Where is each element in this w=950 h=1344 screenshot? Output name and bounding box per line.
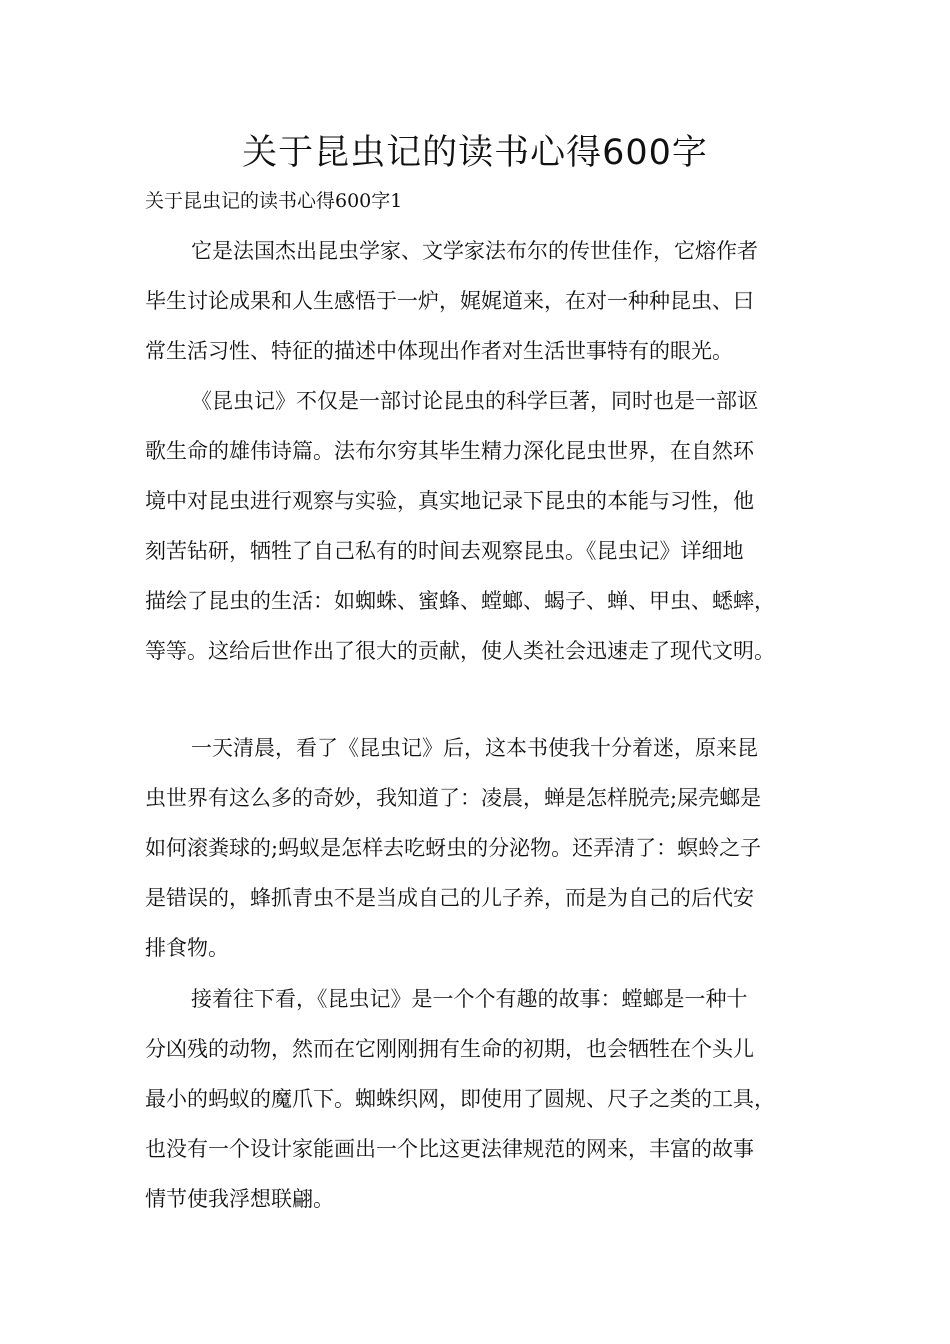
paragraph-4 xyxy=(145,974,810,1224)
paragraph-line: 情节使我浮想联翩。 xyxy=(145,1187,334,1211)
paragraph-line: 最小的蚂蚁的魔爪下。蜘蛛织网，即使用了圆规、尺子之类的工具， xyxy=(145,1087,775,1111)
paragraph-line: 境中对昆虫进行观察与实验，真实地记录下昆虫的本能与习性，他 xyxy=(145,489,754,513)
paragraph-line: 毕生讨论成果和人生感悟于一炉，娓娓道来，在对一种种昆虫、曰 xyxy=(145,289,754,313)
document-title: 关于昆虫记的读书心得600字 xyxy=(242,133,708,173)
paragraph-line: 分凶残的动物，然而在它刚刚拥有生命的初期，也会牺牲在个头儿 xyxy=(145,1037,754,1061)
paragraph-line: 等等。这给后世作出了很大的贡献，使人类社会迅速走了现代文明。 xyxy=(145,639,775,663)
paragraph-line: 歌生命的雄伟诗篇。法布尔穷其毕生精力深化昆虫世界，在自然环 xyxy=(145,439,754,463)
paragraph-line: 排食物。 xyxy=(145,936,229,960)
paragraph-line: 虫世界有这么多的奇妙，我知道了：凌晨，蝉是怎样脱壳;屎壳螂是 xyxy=(145,786,762,810)
paragraph-line: 常生活习性、特征的描述中体现出作者对生活世事特有的眼光。 xyxy=(145,339,733,363)
paragraph-line: 接着往下看，《昆虫记》是一个个有趣的故事：螳螂是一种十 xyxy=(191,987,748,1011)
paragraph-1 xyxy=(145,226,810,376)
paragraph-line: 描绘了昆虫的生活：如蜘蛛、蜜蜂、螳螂、蝎子、蝉、甲虫、蟋蟀， xyxy=(145,589,775,613)
paragraph-3 xyxy=(145,723,810,973)
paragraph-line: 如何滚粪球的;蚂蚁是怎样去吃蚜虫的分泌物。还弄清了：螟蛉之子 xyxy=(145,836,762,860)
paragraph-line: 它是法国杰出昆虫学家、文学家法布尔的传世佳作，它熔作者 xyxy=(191,239,758,263)
paragraph-line: 刻苦钻研，牺牲了自己私有的时间去观察昆虫。《昆虫记》详细地 xyxy=(145,539,744,563)
paragraph-2 xyxy=(145,376,810,676)
document-subtitle: 关于昆虫记的读书心得600字1 xyxy=(145,190,403,212)
paragraph-line: 也没有一个设计家能画出一个比这更法律规范的网来，丰富的故事 xyxy=(145,1137,754,1161)
paragraph-line: 一天清晨，看了《昆虫记》后，这本书使我十分着迷，原来昆 xyxy=(191,736,758,760)
paragraph-line: 《昆虫记》不仅是一部讨论昆虫的科学巨著，同时也是一部讴 xyxy=(191,389,758,413)
paragraph-line: 是错误的，蜂抓青虫不是当成自己的儿子养，而是为自己的后代安 xyxy=(145,886,754,910)
